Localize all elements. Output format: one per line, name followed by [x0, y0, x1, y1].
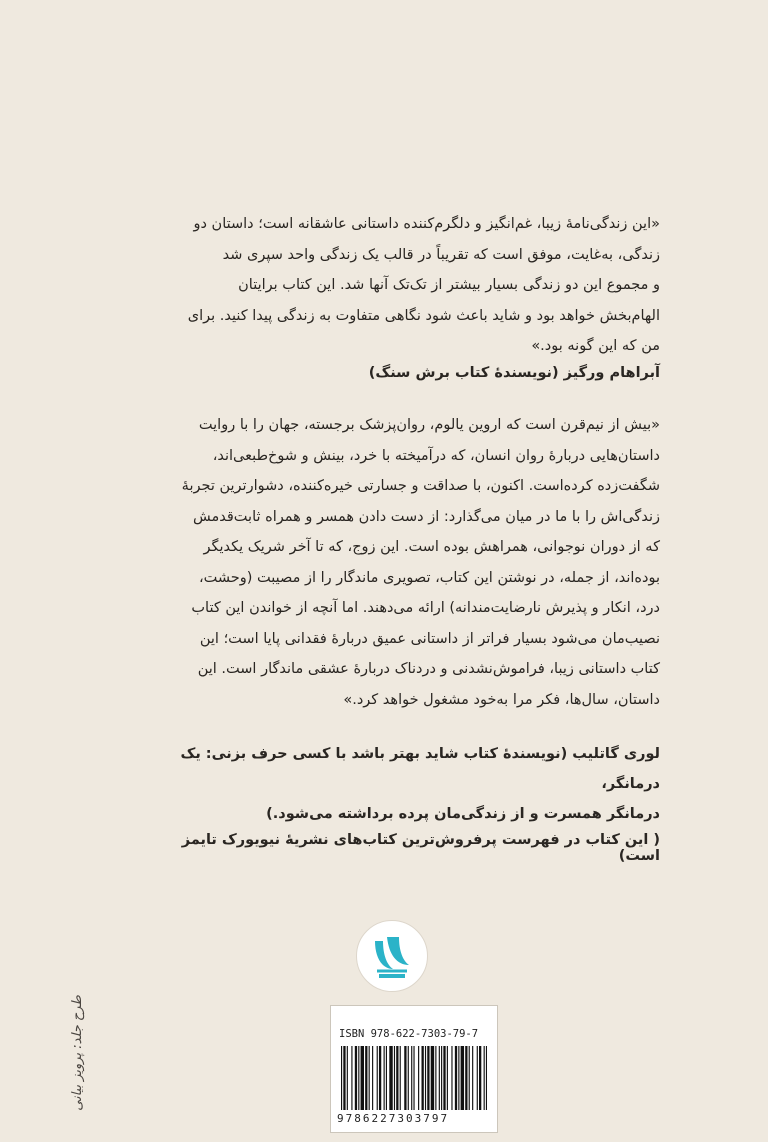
- bestseller-note: ( این کتاب در فهرست پرفروش‌ترین کتاب‌های نشریهٔ نیویورک تایمز است): [181, 832, 660, 864]
- barcode-stripe: [472, 1046, 473, 1110]
- blurb2-line: کتاب داستانی زیبا، فراموش‌نشدنی و دردناک دربارهٔ عشقی ماندگار است. این: [197, 661, 660, 677]
- barcode-stripe: [343, 1046, 345, 1110]
- barcode-stripe: [479, 1046, 481, 1110]
- barcode-stripe: [361, 1046, 364, 1110]
- barcode-stripe: [484, 1046, 485, 1110]
- blurb1-line: و مجموع این دو زندگی بسیار بیشتر از تک‌تک آنها شد. این کتاب برایتان: [238, 277, 660, 293]
- barcode-stripe: [358, 1046, 359, 1110]
- barcode-stripe: [431, 1046, 434, 1110]
- cover-designer-credit: طرح جلد: پرویز بیانی: [70, 995, 85, 1111]
- blurb2-attribution: [150, 739, 660, 829]
- barcode-stripe: [355, 1046, 357, 1110]
- barcode-stripe: [443, 1046, 445, 1110]
- publisher-logo-icon: [357, 921, 427, 991]
- barcode-stripe: [404, 1046, 406, 1110]
- barcode-stripe: [369, 1046, 370, 1110]
- barcode-stripe: [458, 1046, 459, 1110]
- barcode-stripe: [441, 1046, 442, 1110]
- barcode-stripe: [394, 1046, 395, 1110]
- barcode-stripe: [389, 1046, 392, 1110]
- barcode-stripe: [384, 1046, 385, 1110]
- barcode-stripe: [413, 1046, 414, 1110]
- barcode-stripe: [379, 1046, 381, 1110]
- barcode-stripe: [455, 1046, 457, 1110]
- barcode-stripe: [377, 1046, 378, 1110]
- blurb1-line: زندگی، به‌غایت، موفق است که تقریباً در قالب یک زندگی واحد سپری شد: [222, 246, 660, 263]
- barcode-stripe: [418, 1046, 419, 1110]
- blurb1-attribution: آبراهام ورگیز (نویسندهٔ کتاب برش سنگ): [368, 365, 660, 381]
- barcode-stripe: [422, 1046, 424, 1110]
- blurb2-line: شگفت‌زده کرده‌است. اکنون، با صداقت و جسارتی خیره‌کننده، دشوارترین تجربهٔ: [181, 478, 660, 494]
- barcode-stripe: [439, 1046, 440, 1110]
- barcode-stripe: [372, 1046, 373, 1110]
- barcode-stripe: [477, 1046, 478, 1110]
- barcode-stripe: [386, 1046, 387, 1110]
- barcode-stripe: [400, 1046, 401, 1110]
- isbn-label: ISBN 978-622-7303-79-7: [339, 1028, 479, 1040]
- blurb1-line: «این زندگی‌نامهٔ زیبا، غم‌انگیز و دلگرم‌کننده داستانی عاشقانه است؛ داستان دو: [193, 216, 660, 232]
- blurb2-attribution-line: درمانگر همسرت و از زندگی‌مان پرده برداشته می‌شود.): [266, 806, 660, 822]
- blurb2-attribution-line: لوری گاتلیب (نویسندهٔ کتاب شاید بهتر باشد با کسی حرف بزنی: یک درمانگر،: [180, 746, 660, 792]
- publisher-logo-icon: [356, 920, 428, 992]
- barcode-stripe: [351, 1046, 352, 1110]
- barcode-stripe: [425, 1046, 426, 1110]
- barcode-bars-svg: [341, 1046, 487, 1110]
- barcode-bars: [341, 1046, 487, 1110]
- barcode-stripe: [435, 1046, 436, 1110]
- blurb2-line: بوده‌اند، از جمله، در نوشتن این کتاب، تصویری ماندگار را از مصیبت (وحشت،: [198, 569, 660, 586]
- barcode-stripe: [408, 1046, 409, 1110]
- barcode-stripe: [451, 1046, 452, 1110]
- blurb-yalom-verghese: [150, 209, 660, 362]
- barcode-stripe: [365, 1046, 367, 1110]
- barcode-stripe: [411, 1046, 412, 1110]
- barcode-stripe: [447, 1046, 448, 1110]
- barcode-stripe: [347, 1046, 348, 1110]
- barcode-icon: [330, 1005, 498, 1133]
- ean-digits: 9786227303797: [337, 1112, 450, 1125]
- blurb2-line: داستان، سال‌ها، فکر مرا به‌خود مشغول خواهد کرد.»: [343, 691, 660, 708]
- blurb2-line: که از دوران نوجوانی، همراهش بوده است. این زوج، که تا آخر شریک یکدیگر: [203, 539, 660, 555]
- barcode-stripe: [486, 1046, 487, 1110]
- barcode-stripe: [461, 1046, 464, 1110]
- blurb1-line: الهام‌بخش خواهد بود و شاید باعث شود نگاهی متفاوت به زندگی پیدا کنید. برای: [187, 307, 660, 324]
- blurb2-line: زندگی‌اش را با ما در میان می‌گذارد: از دست دادن همسر و همراه ثابت‌قدمش: [193, 508, 660, 525]
- blurb2-line: داستان‌هایی دربارهٔ روان انسان، که درآمیخته با خرد، بینش و شوخ‌طبعی‌اند،: [212, 447, 660, 464]
- blurb2-line: «بیش از نیم‌قرن است که اروین یالوم، روان‌پزشک برجسته، جهان را با روایت: [198, 417, 660, 433]
- blurb2-line: نصیب‌مان می‌شود بسیار فراتر از داستانی عمیق دربارهٔ فقدانی پایا است؛ این: [199, 630, 660, 647]
- barcode-stripe: [469, 1046, 470, 1110]
- barcode-stripe: [341, 1046, 342, 1110]
- cover-designer-credit-wrap: [66, 988, 90, 1118]
- barcode-stripe: [465, 1046, 467, 1110]
- blurb2-line: درد، انکار و پذیرش نارضایت‌مندانه) ارائه می‌دهند. اما آنچه از خواندن این کتاب: [191, 600, 660, 616]
- barcode-stripe: [427, 1046, 429, 1110]
- blurb1-line: من که این گونه بود.»: [531, 338, 660, 354]
- blurb-gottlieb: [150, 410, 660, 715]
- barcode-stripe: [396, 1046, 398, 1110]
